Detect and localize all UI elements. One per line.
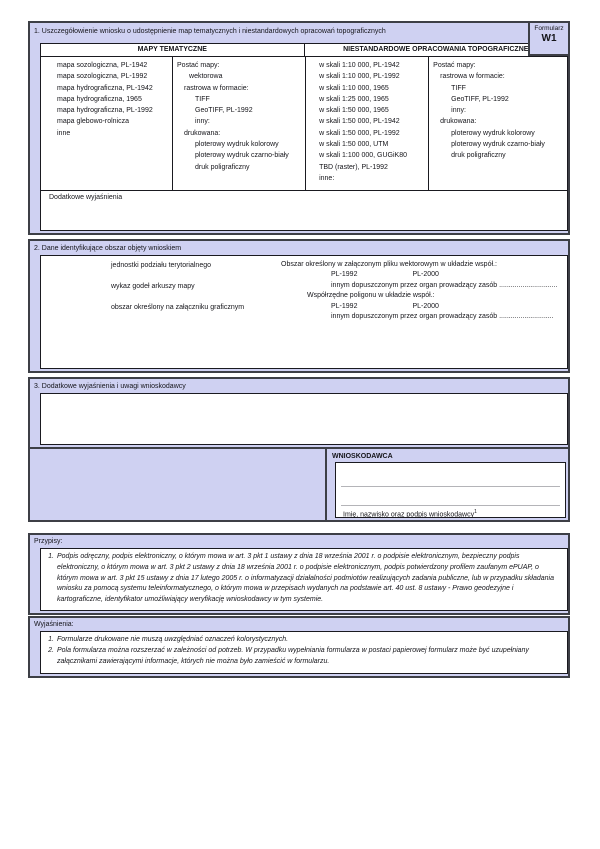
- crs-row: [281, 302, 571, 312]
- footnote-marker: 1: [474, 509, 477, 515]
- signature-caption: [343, 508, 477, 519]
- explanation-text: Pola formularza można rozszerzać w zależności od potrzeb. W przypadku wypełniania formularza w postaci papierowej formularz może być uzupełniany załącznikami zawierającymi informacje, których nie można było zamieścić w formularzu.: [57, 646, 529, 665]
- column-header-niestandardowe-opracowania: NIESTANDARDOWE OPRACOWANIA TOPOGRAFICZNE: [304, 44, 568, 56]
- scale-option: w skali 1:100 000, GUGiK80: [319, 152, 408, 160]
- section-2-title: 2. Dane identyfikujące obszar objęty wnioskiem: [34, 245, 182, 252]
- map-format-option: druk poligraficzny: [195, 163, 250, 171]
- scale-option: TBD (raster), PL-1992: [319, 163, 388, 171]
- section-2: [28, 239, 570, 373]
- table-body-row: [41, 57, 567, 190]
- form-id-label: Formularz: [534, 25, 564, 32]
- scale-option: w skali 1:50 000, PL-1992: [319, 129, 400, 137]
- map-option: mapa hydrograficzna, 1965: [57, 95, 142, 103]
- map-format-option: TIFF: [451, 84, 466, 92]
- section-3-title: 3. Dodatkowe wyjaśnienia i uwagi wnioskodawcy: [34, 383, 186, 390]
- area-identification-box: [40, 255, 568, 369]
- map-format-option: Postać mapy:: [177, 62, 220, 69]
- map-format-option: ploterowy wydruk czarno-biały: [451, 141, 545, 149]
- map-option: mapa hydrograficzna, PL-1992: [57, 107, 153, 115]
- explanation-item: [43, 646, 561, 668]
- area-option-graphic-attachment: obszar określony na załączniku graficznym: [111, 304, 245, 311]
- footnotes-header: Przypisy:: [34, 538, 63, 545]
- signature-box: [335, 462, 566, 518]
- applicant-header: WNIOSKODAWCA: [332, 453, 393, 460]
- footnotes-section: [28, 533, 570, 615]
- explanations-section: [28, 616, 570, 678]
- scale-option: w skali 1:10 000, PL-1992: [319, 73, 400, 81]
- scale-option: w skali 1:50 000, 1965: [319, 107, 389, 115]
- explanation-item: [43, 635, 561, 646]
- table-header-row: [41, 44, 567, 57]
- map-format-option: GeoTIFF, PL-1992: [451, 95, 509, 103]
- thematic-map-format-cell: [173, 57, 306, 190]
- applicant-block: [325, 449, 568, 520]
- map-format-option: ploterowy wydruk kolorowy: [195, 141, 279, 149]
- map-format-option: wektorowa: [189, 73, 223, 81]
- map-format-option: drukowana:: [440, 118, 477, 126]
- area-identification-options: [111, 260, 244, 323]
- topographic-format-cell: [429, 57, 567, 190]
- map-format-option: rastrowa w formacie:: [184, 84, 249, 92]
- additional-explanations-field: [41, 190, 567, 230]
- form-id-box: [528, 21, 570, 56]
- applicant-left-spacer: [30, 449, 325, 520]
- crs-option-pl1992: PL-1992: [331, 271, 358, 279]
- signature-line: [341, 505, 560, 506]
- map-format-option: inny:: [195, 118, 210, 126]
- applicant-row: [30, 447, 568, 520]
- other-crs-fill-line: innym dopuszczonym przez organ prowadzący zasób ............................: [331, 313, 554, 321]
- section-3: [28, 377, 570, 522]
- explanation-number: 2.: [48, 646, 54, 654]
- map-format-option: ploterowy wydruk czarno-biały: [195, 152, 289, 160]
- map-option: mapa glebowo-rolnicza: [57, 118, 129, 126]
- crs-option-pl1992: PL-1992: [331, 302, 358, 310]
- explanations-header: Wyjaśnienia:: [34, 620, 74, 628]
- scale-option: w skali 1:50 000, PL-1942: [319, 118, 400, 126]
- crs-row: [281, 270, 571, 280]
- footnote-number: 1.: [48, 553, 54, 560]
- signature-line: [341, 486, 560, 487]
- map-format-option: ploterowy wydruk kolorowy: [451, 129, 535, 137]
- explanation-text: Formularze drukowane nie muszą uwzględniać oznaczeń kolorystycznych.: [57, 635, 289, 643]
- map-format-option: Postać mapy:: [433, 62, 476, 69]
- map-format-option: GeoTIFF, PL-1992: [195, 107, 253, 115]
- form-id-code: W1: [541, 33, 557, 44]
- crs-option-pl2000: PL-2000: [412, 302, 439, 310]
- crs-option-pl2000: PL-2000: [412, 271, 439, 279]
- signature-caption-text: Imię, nazwisko oraz podpis wnioskodawcy: [343, 511, 475, 519]
- thematic-map-options-cell: [41, 57, 173, 190]
- section-1-title: 1. Uszczegółowienie wniosku o udostępnienie map tematycznych i niestandardowych opracowań topograficznych: [34, 28, 386, 35]
- column-header-mapy-tematyczne: MAPY TEMATYCZNE: [137, 46, 207, 53]
- map-format-option: drukowana:: [184, 129, 221, 137]
- area-option-sheet-codes: wykaz godeł arkuszy mapy: [111, 283, 195, 290]
- map-option: mapa hydrograficzna, PL-1942: [57, 84, 153, 92]
- section-1: [28, 21, 570, 235]
- other-crs-fill-line: innym dopuszczonym przez organ prowadzący zasób ..............................: [331, 281, 558, 289]
- scale-option: w skali 1:10 000, PL-1942: [319, 62, 400, 69]
- remarks-field: [40, 393, 568, 445]
- vector-file-area-label: Obszar określony w załączonym pliku wektorowym w układzie współ.:: [281, 261, 497, 268]
- map-option: mapa sozologiczna, PL-1942: [57, 62, 148, 69]
- map-format-option: TIFF: [195, 95, 210, 103]
- area-option-territorial-units: jednostki podziału terytorialnego: [111, 262, 212, 269]
- scale-option: w skali 1:10 000, 1965: [319, 84, 389, 92]
- map-format-option: rastrowa w formacie:: [440, 73, 505, 81]
- map-option: inne: [57, 129, 71, 137]
- additional-explanations-label: Dodatkowe wyjaśnienia: [49, 194, 123, 201]
- polygon-coordinates-label: Współrzędne poligonu w układzie współ.:: [307, 292, 435, 300]
- coordinate-system-options: [281, 260, 571, 322]
- scale-option: inne:: [319, 174, 335, 182]
- map-option: mapa sozologiczna, PL-1992: [57, 73, 148, 81]
- footnote-item: [43, 552, 561, 606]
- footnotes-box: [40, 548, 568, 611]
- explanation-number: 1.: [48, 635, 54, 643]
- topographic-scale-options-cell: [306, 57, 429, 190]
- explanations-box: [40, 631, 568, 674]
- scale-option: w skali 1:50 000, UTM: [319, 141, 389, 149]
- scale-option: w skali 1:25 000, 1965: [319, 95, 389, 103]
- footnote-text: Podpis odręczny, podpis elektroniczny, o którym mowa w art. 3 pkt 1 ustawy z dnia 18 września 2001 r. o podpisie elektronicznym, bezpieczny podpis elektroniczny, o którym mowa w art. 3 pkt 2 ustawy z dnia 18 września 2001 r. o podpisie elektronicznym, podpis potwierdzony profilem zaufanym ePUAP, o którym mowa w art. 3 pkt 15 ustawy z dnia 17 lutego 2005 r. o informatyzacji działalności podmiotów realizujących zadania publiczne, lub w przypadku składania wniosku za pomocą systemu teleinformatycznego, o którym mowa w przepisach wydanych na podstawie art. 40 ust. 8 ustawy - Prawo geodezyjne i kartograficzne, identyfikator umożliwiający weryfikację wnioskodawcy w tym systemie.: [57, 553, 554, 604]
- section-1-table: [40, 43, 568, 231]
- map-format-option: druk poligraficzny: [451, 152, 506, 160]
- map-format-option: inny:: [451, 107, 466, 115]
